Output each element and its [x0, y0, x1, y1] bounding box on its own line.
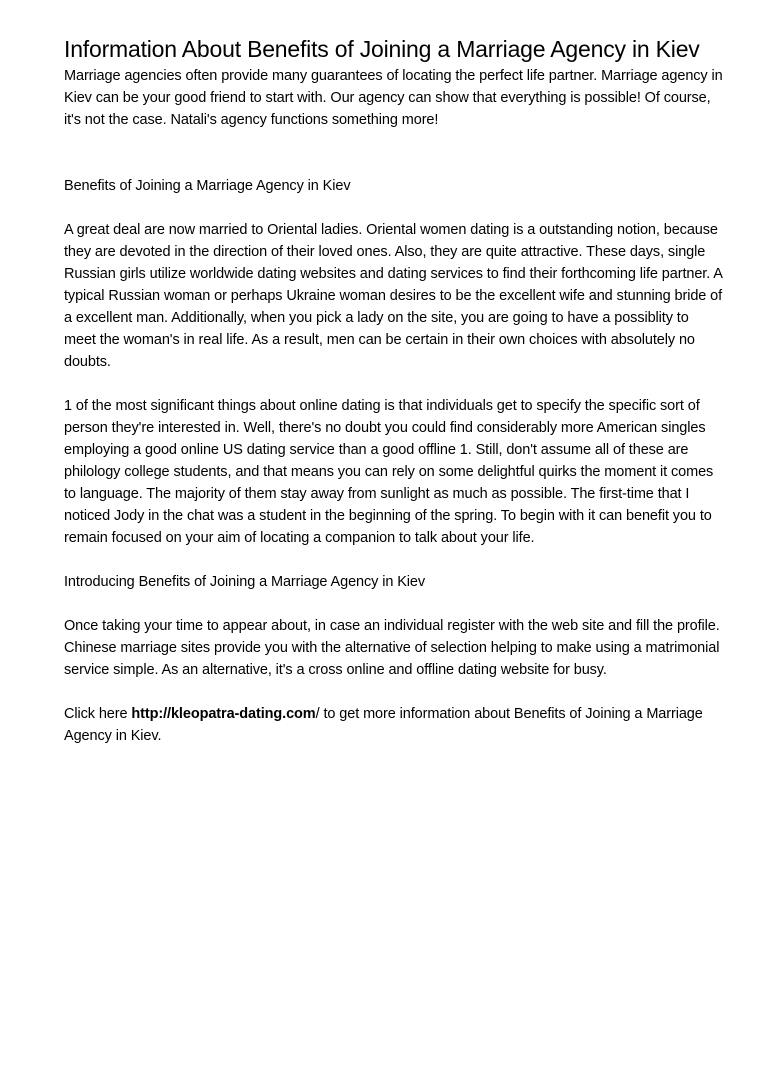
spacer	[64, 131, 724, 175]
spacer	[64, 373, 724, 395]
closing-paragraph	[64, 703, 724, 747]
spacer	[64, 681, 724, 703]
body-paragraph-3: Once taking your time to appear about, in case an individual register with the web site and fill the profile. Chinese marriage sites provide you with the alternative of selection helping to make using a matrimonial service simple. As an alternative, it's a cross online and offline dating website for busy.	[64, 618, 720, 678]
website-link[interactable]: http://kleopatra-dating.com	[131, 706, 316, 722]
body-paragraph-2: 1 of the most significant things about online dating is that individuals get to specify the specific sort of person they're interested in. Well, there's no doubt you could find considerably more American singles employing a good online US dating service than a good offline 1. Still, don't assume all of these are philology college students, and that means you can rely on some delightful quirks the moment it comes to language. The majority of them stay away from sunlight as much as possible. The first-time that I noticed Jody in the chat was a student in the beginning of the spring. To begin with it can benefit you to remain focused on your aim of locating a companion to talk about your life.	[64, 398, 714, 546]
section-heading-benefits: Benefits of Joining a Marriage Agency in Kiev	[64, 178, 351, 194]
spacer	[64, 593, 724, 615]
closing-suffix: / to get more information about Benefits of Joining a Marriage Agency in Kiev.	[64, 706, 703, 744]
document-page	[64, 38, 724, 747]
closing-prefix: Click here	[64, 706, 132, 722]
intro-paragraph: Marriage agencies often provide many guarantees of locating the perfect life partner. Marriage agency in Kiev can be your good friend to start with. Our agency can show that everything is possible! Of course, it's not the case. Natali's agency functions something more!	[64, 68, 723, 128]
section-heading-introducing: Introducing Benefits of Joining a Marriage Agency in Kiev	[64, 574, 426, 590]
spacer	[64, 197, 724, 219]
spacer	[64, 549, 724, 571]
body-paragraph-1: A great deal are now married to Oriental ladies. Oriental women dating is a outstanding notion, because they are devoted in the direction of their loved ones. Also, they are quite attractive. These days, single Russian girls utilize worldwide dating websites and dating services to find their forthcoming life partner. A typical Russian woman or perhaps Ukraine woman desires to be the excellent wife and stunning bride of a excellent man. Additionally, when you pick a lady on the site, you are going to have a possiblity to meet the woman's in real life. As a result, men can be certain in their own choices with absolutely no doubts.	[64, 222, 723, 370]
document-title: Information About Benefits of Joining a Marriage Agency in Kiev	[64, 36, 700, 62]
